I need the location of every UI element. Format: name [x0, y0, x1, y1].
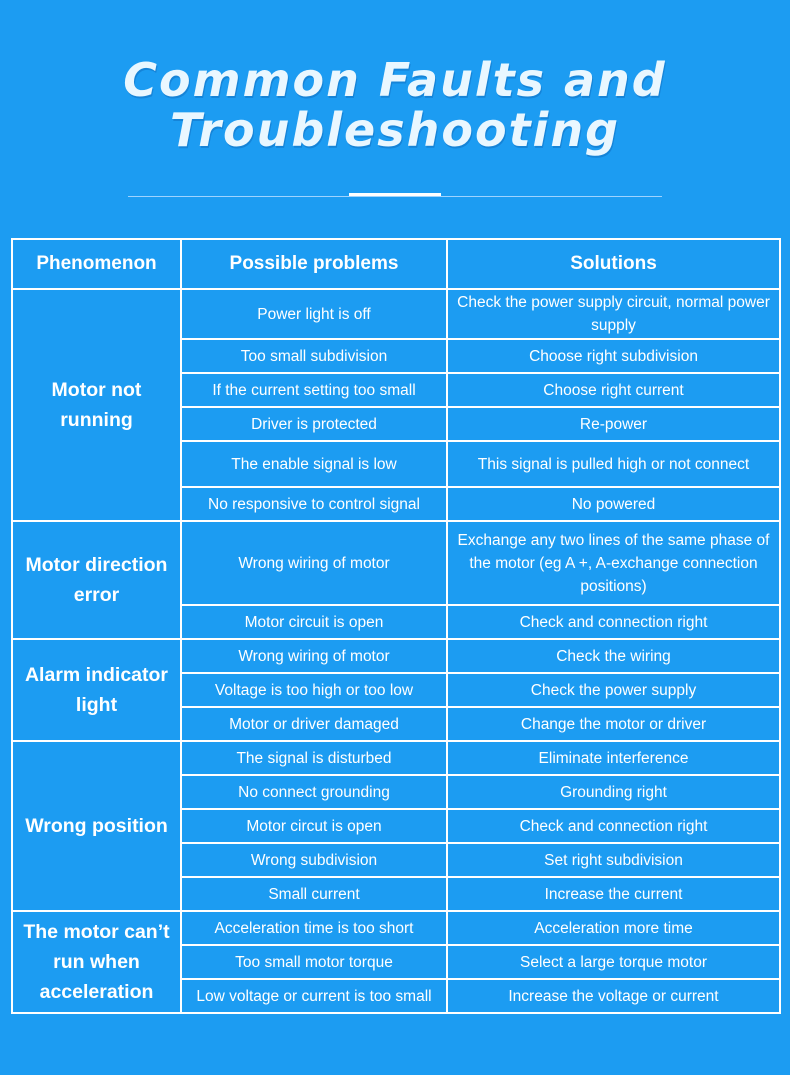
table-row [12, 639, 780, 673]
table-header-row [12, 239, 780, 289]
problem-cell: Too small motor torque [181, 945, 447, 979]
phenomenon-cell: Motor not running [12, 289, 181, 521]
problem-cell: Wrong wiring of motor [181, 521, 447, 605]
problem-cell: Wrong wiring of motor [181, 639, 447, 673]
header-phenomenon: Phenomenon [12, 239, 181, 289]
page-title [0, 55, 790, 155]
problem-cell: Motor circut is open [181, 809, 447, 843]
solution-cell: Grounding right [447, 775, 780, 809]
header-solutions: Solutions [447, 239, 780, 289]
solution-cell: Increase the current [447, 877, 780, 911]
solution-cell: Re-power [447, 407, 780, 441]
phenomenon-cell: Wrong position [12, 741, 181, 911]
solution-cell: Acceleration more time [447, 911, 780, 945]
table-row [12, 289, 780, 339]
problem-cell: If the current setting too small [181, 373, 447, 407]
title-line-2: Troubleshooting [169, 103, 621, 157]
problem-cell: Motor circuit is open [181, 605, 447, 639]
phenomenon-cell: Motor direction error [12, 521, 181, 639]
problem-cell: Small current [181, 877, 447, 911]
solution-cell: Check the wiring [447, 639, 780, 673]
problem-cell: Acceleration time is too short [181, 911, 447, 945]
problem-cell: Too small subdivision [181, 339, 447, 373]
solution-cell: Select a large torque motor [447, 945, 780, 979]
header-possible-problems: Possible problems [181, 239, 447, 289]
solution-cell: Choose right subdivision [447, 339, 780, 373]
solution-cell: Check the power supply circuit, normal power supply [447, 289, 780, 339]
solution-cell: This signal is pulled high or not connect [447, 441, 780, 487]
solution-cell: Check and connection right [447, 809, 780, 843]
title-line-1: Common Faults and [123, 53, 667, 107]
problem-cell: Wrong subdivision [181, 843, 447, 877]
problem-cell: Motor or driver damaged [181, 707, 447, 741]
solution-cell: Check the power supply [447, 673, 780, 707]
solution-cell: Choose right current [447, 373, 780, 407]
phenomenon-cell: Alarm indicator light [12, 639, 181, 741]
problem-cell: Low voltage or current is too small [181, 979, 447, 1013]
troubleshooting-table [11, 238, 781, 1014]
solution-cell: Set right subdivision [447, 843, 780, 877]
problem-cell: The signal is disturbed [181, 741, 447, 775]
phenomenon-cell: The motor can’t run when acceleration [12, 911, 181, 1013]
problem-cell: Voltage is too high or too low [181, 673, 447, 707]
table-row [12, 521, 780, 605]
solution-cell: No powered [447, 487, 780, 521]
title-divider-line [128, 196, 662, 197]
problem-cell: Driver is protected [181, 407, 447, 441]
title-divider-accent [349, 193, 441, 196]
solution-cell: Change the motor or driver [447, 707, 780, 741]
problem-cell: Power light is off [181, 289, 447, 339]
table-row [12, 911, 780, 945]
solution-cell: Check and connection right [447, 605, 780, 639]
solution-cell: Exchange any two lines of the same phase of the motor (eg A +, A-exchange connection positions) [447, 521, 780, 605]
problem-cell: No responsive to control signal [181, 487, 447, 521]
problem-cell: The enable signal is low [181, 441, 447, 487]
table-row [12, 741, 780, 775]
solution-cell: Eliminate interference [447, 741, 780, 775]
solution-cell: Increase the voltage or current [447, 979, 780, 1013]
problem-cell: No connect grounding [181, 775, 447, 809]
